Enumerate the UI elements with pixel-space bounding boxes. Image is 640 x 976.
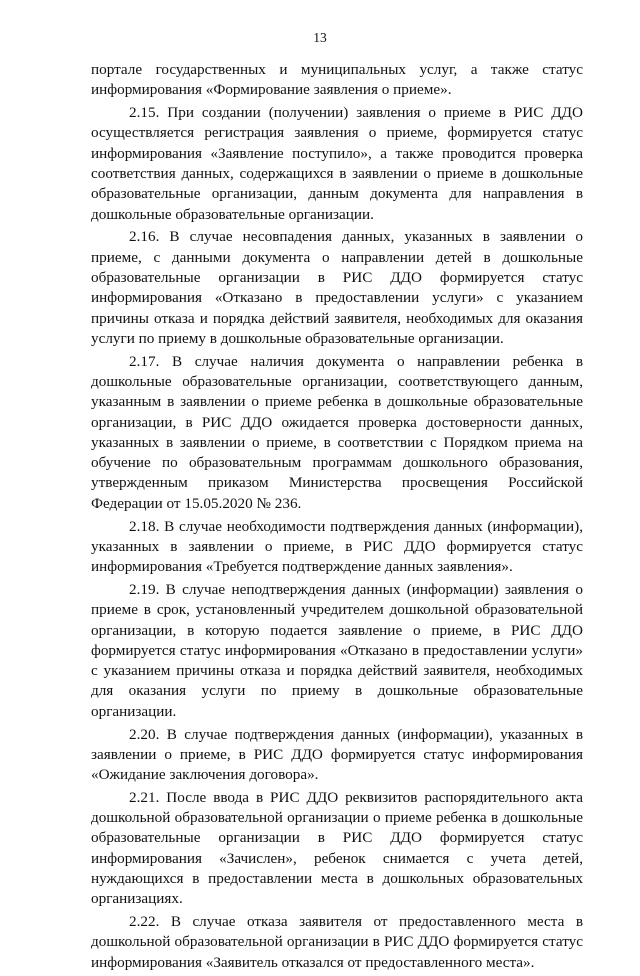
document-body: [91, 60, 583, 976]
paragraph-2-21: 2.21. После ввода в РИС ДДО реквизитов распорядительного акта дошкольной образовательной организации о приеме ребенка в дошкольные образовательные организации в РИС ДДО формируется статус информирования «Зачислен», ребенок снимается с учета детей, нуждающихся в предоставлении места в дошкольных образовательных организациях.: [91, 788, 583, 908]
paragraph-2-17: 2.17. В случае наличия документа о направлении ребенка в дошкольные образовательные организации, соответствующего данным, указанным в заявлении о приеме ребенка в дошкольные образовательные организации, в РИС ДДО ожидается проверка достоверности данных, указанных в заявлении о приеме, в соответствии с Порядком приема на обучение по образовательным программам дошкольного образования, утвержденным приказом Министерства просвещения Российской Федерации от 15.05.2020 № 236.: [91, 352, 583, 512]
paragraph-2-19: 2.19. В случае неподтверждения данных (информации) заявления о приеме в срок, установленный учредителем дошкольной образовательной организации, в которую подается заявление о приеме, в РИС ДДО формируется статус информирования «Отказано в предоставлении услуги» с указанием причины отказа и порядка действий заявителя, необходимых для оказания услуги по приему в дошкольные образовательные организации.: [91, 580, 583, 720]
page-number: 13: [313, 30, 327, 45]
paragraph-2-15: 2.15. При создании (получении) заявления о приеме в РИС ДДО осуществляется регистрация заявления о приеме, формируется статус информирования «Заявление поступило», а также проводится проверка соответствия данных, содержащихся в заявлении о приеме в дошкольные образовательные организации, данным документа для направления в дошкольные образовательные организации.: [91, 104, 583, 223]
paragraph-2-22: 2.22. В случае отказа заявителя от предоставленного места в дошкольной образовательной организации в РИС ДДО формируется статус информирования «Заявитель отказался от предоставленного места».: [91, 913, 583, 971]
paragraph-2-18: 2.18. В случае необходимости подтверждения данных (информации), указанных в заявлении о приеме, в РИС ДДО формируется статус информирования «Требуется подтверждение данных заявления».: [91, 517, 583, 576]
paragraph-2-20: 2.20. В случае подтверждения данных (информации), указанных в заявлении о приеме, в РИС ДДО формируется статус информирования «Ожидание заключения договора».: [91, 725, 583, 784]
paragraph-continuation: порталe государственных и муниципальных услуг, а также статус информирования «Формирование заявления о приеме».: [91, 61, 583, 99]
paragraph-2-16: 2.16. В случае несовпадения данных, указанных в заявлении о приеме, с данными документа о направлении детей в дошкольные образовательные организации в РИС ДДО формируется статус информирования «Отказано в предоставлении услуги» с указанием причины отказа и порядка действий заявителя, необходимых для оказания услуги по приему в дошкольные образовательные организации.: [91, 228, 583, 347]
